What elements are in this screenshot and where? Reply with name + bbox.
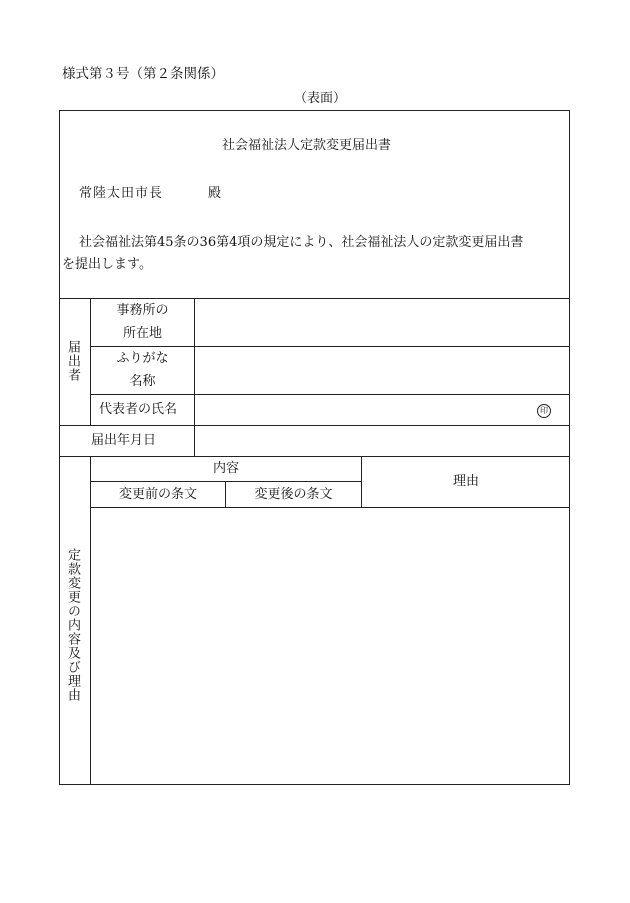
office-location-label-2: 所在地 [122,326,162,341]
office-location-field[interactable] [200,315,560,333]
submission-date-label: 届出年月日 [91,433,157,448]
side-label: （表面） [294,91,347,106]
reason-header: 理由 [452,474,479,489]
seal-icon: 印 [537,404,551,418]
form-number: 様式第３号（第２条関係） [62,66,224,82]
changes-section-label: 定款変更の内容及び理由 [65,548,80,702]
body-text-line-2: を提出します。 [62,257,152,272]
rule-date-changes [59,456,570,457]
rule-applicant-date [59,425,570,426]
before-header: 変更前の条文 [118,487,197,502]
name-field[interactable] [200,362,560,380]
name-label: 名称 [129,374,156,389]
rule-top-section [59,298,570,299]
changes-content-area[interactable] [91,508,569,784]
after-header: 変更後の条文 [254,487,333,502]
honorific: 殿 [208,186,222,201]
applicant-section-label: 届出者 [65,340,80,382]
content-header: 内容 [212,461,239,476]
office-location-label-1: 事務所の [116,303,169,318]
rule-name-representative [90,394,570,395]
rule-office-furigana [90,346,570,347]
body-text-line-1: 社会福祉法第45条の36第4項の規定により、社会福祉法人の定款変更届出書 [79,235,524,250]
furigana-label: ふりがな [116,351,169,366]
representative-field[interactable] [200,401,520,419]
submission-date-field[interactable] [200,432,560,450]
rule-field-label-col [194,298,195,456]
addressee: 常陸太田市長 [79,186,164,201]
document-title: 社会福祉法人定款変更届出書 [222,138,392,153]
representative-label: 代表者の氏名 [99,402,178,417]
